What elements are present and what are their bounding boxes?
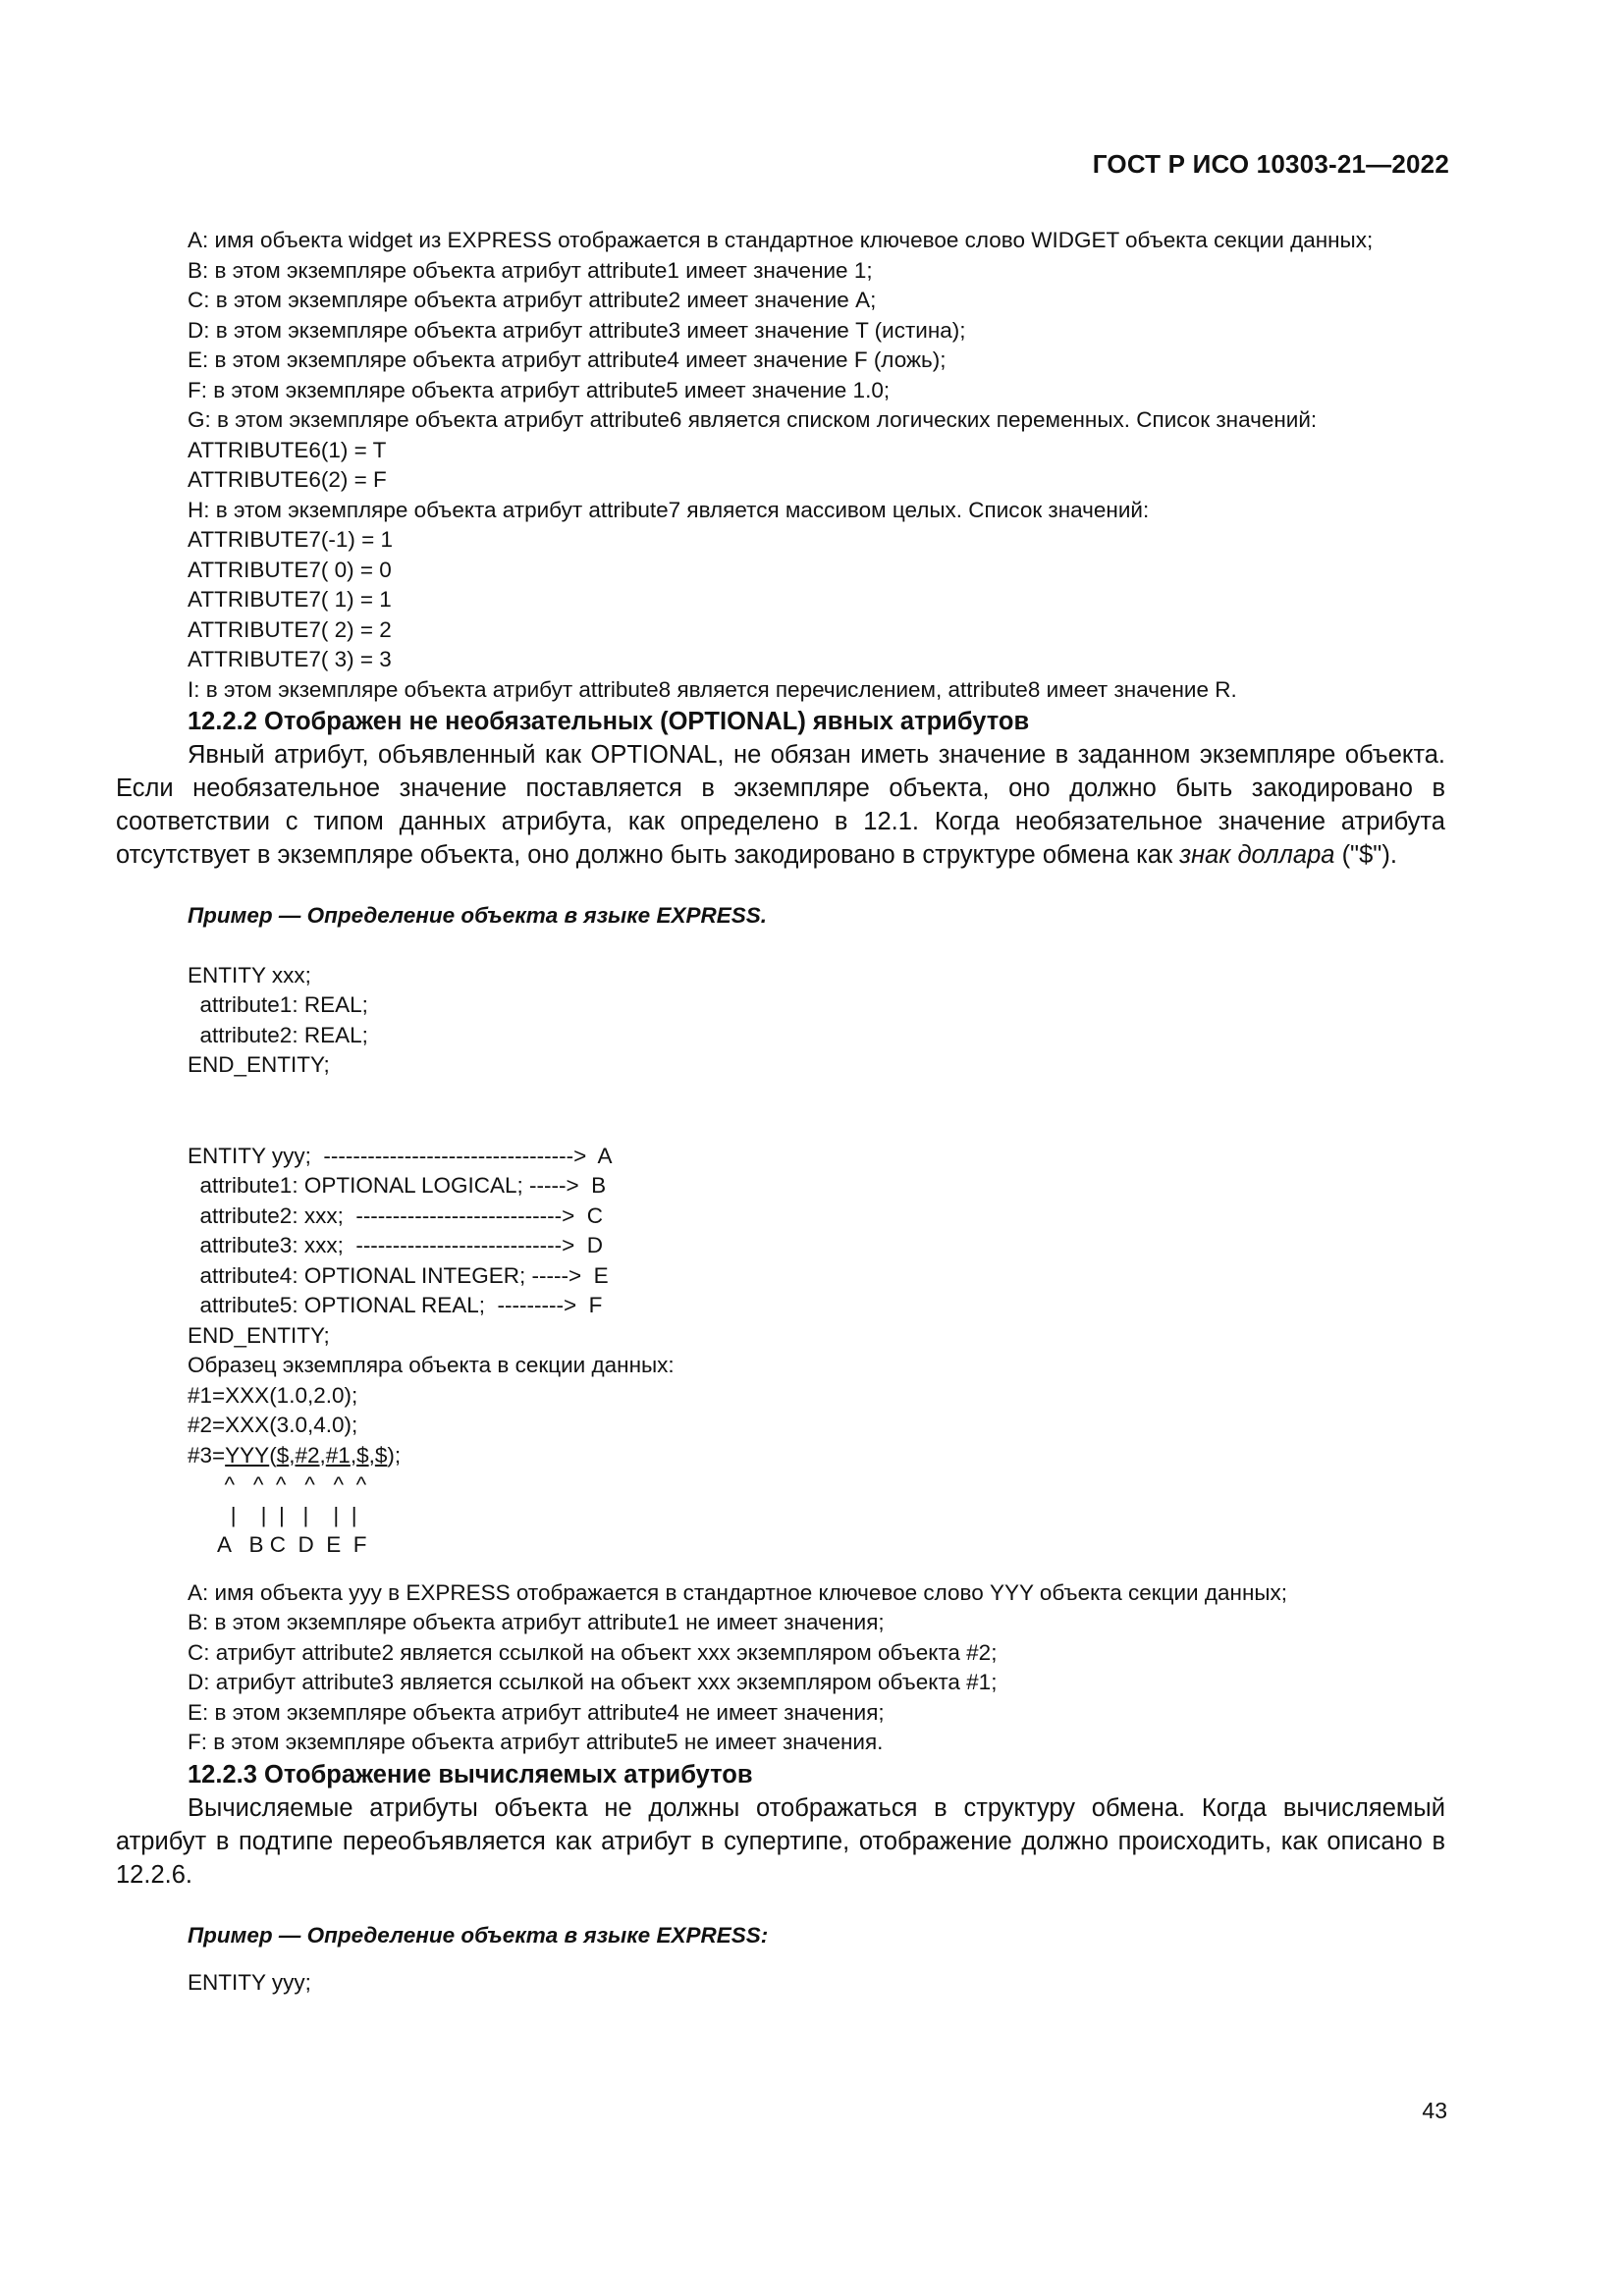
- instance-parts: [225, 1443, 401, 1468]
- explanations-list: [116, 1578, 1445, 1758]
- code-line: END_ENTITY;: [188, 1322, 330, 1348]
- block1-line: E: в этом экземпляре объекта атрибут attribute4 имеет значение F (ложь);: [188, 347, 947, 372]
- code-line: #1=XXX(1.0,2.0);: [188, 1382, 358, 1408]
- code-entity-xxx: [116, 961, 1445, 1081]
- block1-line: C: в этом экземпляре объекта атрибут attribute2 имеет значение A;: [188, 288, 877, 312]
- instance-part: (: [269, 1442, 277, 1468]
- explanation-line: D: атрибут attribute3 является ссылкой на объект xxx экземпляром объекта #1;: [188, 1670, 998, 1694]
- code-line: END_ENTITY;: [188, 1052, 330, 1077]
- paragraph-tail-text: ("$").: [1334, 841, 1397, 869]
- instance-part: ,: [289, 1442, 296, 1468]
- explanation-line: F: в этом экземпляре объекта атрибут attribute5 не имеет значения.: [188, 1730, 884, 1754]
- block1-line: ATTRIBUTE7(-1) = 1: [188, 527, 393, 552]
- marker-carets: ^ ^ ^ ^ ^ ^: [188, 1472, 367, 1497]
- instance-part: YYY: [225, 1442, 270, 1468]
- instance-line-3: [116, 1441, 1445, 1471]
- instance-part: );: [387, 1442, 402, 1468]
- code-line: attribute2: REAL;: [188, 1022, 368, 1047]
- code-entity-yyy: [116, 1142, 1445, 1441]
- block1-line: G: в этом экземпляре объекта атрибут attribute6 является списком логических переменных. Список значений:: [188, 407, 1318, 432]
- block1-line: ATTRIBUTE7( 0) = 0: [188, 557, 392, 582]
- block1-line: H: в этом экземпляре объекта атрибут attribute7 является массивом целых. Список значений:: [188, 497, 1150, 522]
- section-12-2-2-heading: 12.2.2 Отображен не необязательных (OPTIONAL) явных атрибутов: [188, 708, 1030, 735]
- example-title-2: Пример — Определение объекта в языке EXPRESS:: [188, 1922, 769, 1948]
- block1-line: ATTRIBUTE7( 2) = 2: [188, 616, 392, 642]
- explanation-line: C: атрибут attribute2 является ссылкой на объект xxx экземпляром объекта #2;: [188, 1639, 998, 1665]
- example-title-1: Пример — Определение объекта в языке EXPRESS.: [188, 903, 767, 928]
- explanation-line: A: имя объекта yyy в EXPRESS отображается в стандартное ключевое слово YYY объекта секции данных;: [188, 1579, 1288, 1605]
- marker-bars: | | | | | |: [188, 1502, 357, 1527]
- code-line: ENTITY yyy; ----------------------------------> A: [188, 1143, 613, 1168]
- instance-prefix: #3=: [188, 1442, 226, 1468]
- marker-letters: A B C D E F: [188, 1532, 367, 1557]
- page-number: 43: [1422, 2098, 1447, 2123]
- instance-part: ,: [368, 1442, 375, 1468]
- code-line: ENTITY xxx;: [188, 962, 311, 988]
- block1-line: ATTRIBUTE7( 3) = 3: [188, 647, 392, 671]
- paragraph-italic-term: знак доллара: [1179, 841, 1335, 869]
- block1-line: B: в этом экземпляре объекта атрибут attribute1 имеет значение 1;: [188, 257, 873, 283]
- code-entity-yyy-2: ENTITY yyy;: [188, 1970, 311, 1995]
- code-line: Образец экземпляра объекта в секции данных:: [188, 1353, 675, 1377]
- section-12-2-3-paragraph: Вычисляемые атрибуты объекта не должны отображаться в структуру обмена. Когда вычисляемый атрибут в подтипе переобъявляется как атрибут в супертипе, отображение должно происходить, как описано в 12.2.6.: [116, 1793, 1445, 1889]
- instance-part: $: [374, 1442, 388, 1468]
- code-line: attribute1: OPTIONAL LOGICAL; -----> B: [188, 1173, 607, 1198]
- paragraph-main-text: Явный атрибут, объявленный как OPTIONAL, не обязан иметь значение в заданном экземпляре объекта. Если необязательное значение поставляется в экземпляре объекта, оно должно быть закодировано в соответствии с типом данных атрибута, как определено в 12.1. Когда необязательное значение атрибута отсутствует в экземпляре объекта, оно должно быть закодировано в структуре обмена как: [116, 741, 1445, 869]
- section-12-2-2-paragraph: [116, 738, 1445, 872]
- code-line: attribute2: xxx; ----------------------------> C: [188, 1202, 604, 1228]
- document-id-header: ГОСТ Р ИСО 10303-21—2022: [1092, 149, 1449, 179]
- code-line: attribute5: OPTIONAL REAL; ---------> F: [188, 1293, 603, 1317]
- block1-lines: [116, 256, 1445, 706]
- block1-first-line: A: имя объекта widget из EXPRESS отображается в стандартное ключевое слово WIDGET объекта секции данных;: [188, 228, 1374, 252]
- instance-part: ,: [350, 1442, 357, 1468]
- block1-line: ATTRIBUTE6(1) = T: [188, 437, 387, 462]
- explanation-line: E: в этом экземпляре объекта атрибут attribute4 не имеет значения;: [188, 1699, 885, 1725]
- block1-line: F: в этом экземпляре объекта атрибут attribute5 имеет значение 1.0;: [188, 377, 891, 402]
- page-content: [116, 226, 1445, 1999]
- block1-line: I: в этом экземпляре объекта атрибут attribute8 является перечислением, attribute8 имеет значение R.: [188, 676, 1237, 702]
- block1-line: ATTRIBUTE6(2) = F: [188, 467, 387, 492]
- block1-line: D: в этом экземпляре объекта атрибут attribute3 имеет значение T (истина);: [188, 317, 966, 343]
- instance-part: $: [356, 1442, 369, 1468]
- instance-part: $: [276, 1442, 290, 1468]
- code-line: attribute1: REAL;: [188, 992, 368, 1017]
- code-line: #2=XXX(3.0,4.0);: [188, 1413, 358, 1437]
- section-12-2-3-heading: 12.2.3 Отображение вычисляемых атрибутов: [188, 1760, 753, 1789]
- code-line: attribute4: OPTIONAL INTEGER; -----> E: [188, 1262, 609, 1288]
- block1-line: ATTRIBUTE7( 1) = 1: [188, 587, 392, 612]
- code-line: attribute3: xxx; ----------------------------> D: [188, 1233, 604, 1257]
- explanation-line: B: в этом экземпляре объекта атрибут attribute1 не имеет значения;: [188, 1610, 885, 1634]
- instance-part: #1: [325, 1442, 351, 1468]
- instance-part: #2: [295, 1442, 320, 1468]
- instance-part: ,: [319, 1442, 326, 1468]
